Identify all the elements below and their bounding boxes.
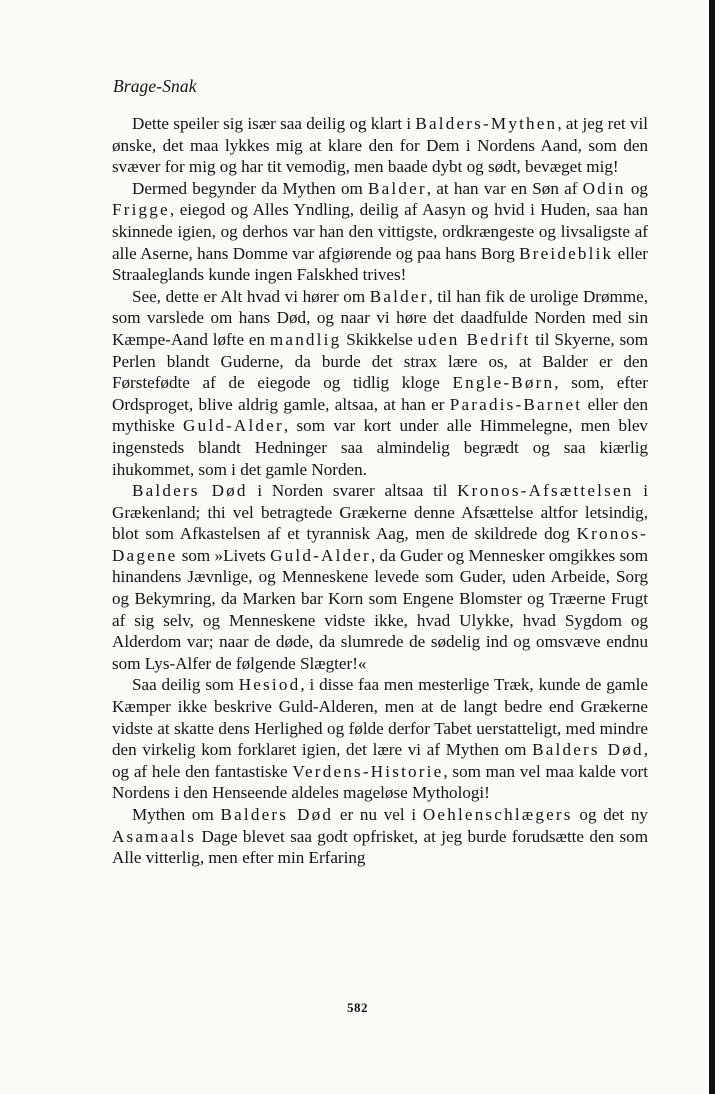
text-run: , at han var en Søn af bbox=[426, 178, 583, 198]
spaced-emphasis: uden Bedrift bbox=[417, 329, 531, 349]
paragraph bbox=[112, 480, 648, 674]
text-run: , til han fik de urolige Drømme, som varslede om hans Død, og naar vi høre det daadfulde Norden med sin Kæmpe-Aand løfte en bbox=[112, 286, 648, 349]
body-text bbox=[112, 113, 648, 869]
spaced-emphasis: Balder bbox=[369, 286, 429, 306]
spaced-emphasis: Breideblik bbox=[519, 243, 614, 263]
text-run: i Norden svarer altsaa til bbox=[247, 481, 458, 501]
spaced-emphasis: Balder bbox=[368, 178, 427, 198]
paragraph bbox=[112, 178, 648, 286]
text-run: eller Straaleglands kunde ingen Falskhed trives! bbox=[112, 243, 648, 285]
text-run: Dette speiler sig især saa deilig og klart i bbox=[132, 114, 416, 133]
text-run: og bbox=[625, 178, 648, 198]
text-run: til Skyerne, som Perlen blandt Guderne, da burde det strax lære os, at Balder er den Førstefødte af de eiegode og tidlig kloge bbox=[112, 329, 648, 393]
text-run: , som, efter Ordsproget, blive aldrig gamle, altsaa, at han er bbox=[112, 373, 648, 414]
spaced-emphasis: Kronos-Afsættelsen bbox=[457, 481, 634, 501]
spaced-emphasis: mandlig bbox=[269, 329, 342, 349]
spaced-emphasis: Engle-Børn bbox=[452, 373, 555, 393]
spaced-emphasis: Guld-Alder bbox=[270, 545, 371, 565]
text-run: , eiegod og Alles Yndling, deilig af Aasyn og hvid i Huden, saa han skinnede igien, og derhos var han den vittigste, ordkrængeste og livsaligste af alle Aserne, hans Domme var afgiørende og paa hans Borg bbox=[112, 200, 648, 263]
spaced-emphasis: Asamaals bbox=[112, 826, 197, 846]
spaced-emphasis: Verdens-Historie bbox=[292, 761, 444, 781]
text-run: Mythen om bbox=[132, 805, 221, 824]
text-run: eller den mythiske bbox=[112, 394, 648, 436]
page-edge-shadow bbox=[709, 0, 715, 1094]
text-run: Skikkelse bbox=[341, 329, 418, 349]
text-run: i Grækenland; thi vel betragtede Grækerne denne Afsættelse altfor letsindig, blot som Afkastelsen af et tyrannisk Aag, men de skildrede dog bbox=[112, 481, 648, 544]
text-run: , og af hele den fantastiske bbox=[112, 740, 648, 781]
page-number: 582 bbox=[347, 1000, 368, 1015]
text-run: og det ny bbox=[572, 805, 648, 824]
text-run: Dage blevet saa godt opfrisket, at jeg burde forudsætte den som Alle vitterlig, men efter min Erfaring bbox=[112, 826, 648, 868]
text-run: Dermed begynder da Mythen om bbox=[132, 178, 369, 198]
spaced-emphasis: Odin bbox=[582, 178, 626, 198]
spaced-emphasis: Balders-Mythen bbox=[415, 114, 558, 133]
spaced-emphasis: Paradis-Barnet bbox=[449, 394, 583, 414]
paragraph bbox=[112, 674, 648, 804]
spaced-emphasis: Oehlenschlægers bbox=[422, 805, 573, 824]
running-head: Brage-Snak bbox=[113, 76, 197, 96]
text-run: som »Livets bbox=[177, 545, 271, 565]
spaced-emphasis: Balders Død bbox=[220, 805, 334, 824]
spaced-emphasis: Hesiod bbox=[238, 675, 301, 695]
paragraph bbox=[112, 113, 648, 178]
text-run: er nu vel i bbox=[333, 805, 423, 824]
text-run: , som var kort under alle Himmelegne, men blev ingensteds blandt Hedninger saa almindelig begrædt og saa kiærlig ihukommet, som i det gamle Norden. bbox=[112, 416, 648, 479]
spaced-emphasis: Frigge bbox=[112, 200, 170, 220]
text-run: See, dette er Alt hvad vi hører om bbox=[132, 286, 370, 306]
text-run: , som man vel maa kalde vort Nordens i den Henseende aldeles mageløse Mythologi! bbox=[112, 761, 648, 803]
paragraph bbox=[112, 286, 648, 480]
text-run: Saa deilig som bbox=[132, 675, 239, 695]
text-run: , da Guder og Mennesker omgikkes som hinandens Jævnlige, og Menneskene levede som Guder, uden Arbeide, Sorg og Bekymring, da Marken bar Korn som Engene Blomster og Træerne Frugt af sig selv, og Menneskene vidste ikke, hvad Ulykke, hvad Sygdom og Alderdom var; naar de døde, da slumrede de sødelig ind og omsvæve endnu som Lys-Alfer de følgende Slægter!« bbox=[112, 545, 648, 673]
text-run: , i disse faa men mesterlige Træk, kunde de gamle Kæmper ikke beskrive Guld-Alderen, men at de langt bedre end Grækerne vidste at skatte dens Herlighed og følde derfor Tabet uerstatteligt, med mindre den virkelig kom forklaret igien, det lære vi af Mythen om bbox=[112, 675, 648, 760]
text-run: , at jeg ret vil ønske, det maa lykkes mig at klare den for Dem i Nordens Aand, som den svæver for mig og har tit vemodig, men baade dybt og sødt, bevæget mig! bbox=[112, 114, 648, 177]
spaced-emphasis: Balders Død bbox=[132, 481, 248, 501]
paragraph bbox=[112, 804, 648, 869]
spaced-emphasis: Balders Død bbox=[532, 740, 644, 760]
spaced-emphasis: Kronos-Dagene bbox=[112, 524, 648, 565]
spaced-emphasis: Guld-Alder bbox=[183, 416, 284, 436]
